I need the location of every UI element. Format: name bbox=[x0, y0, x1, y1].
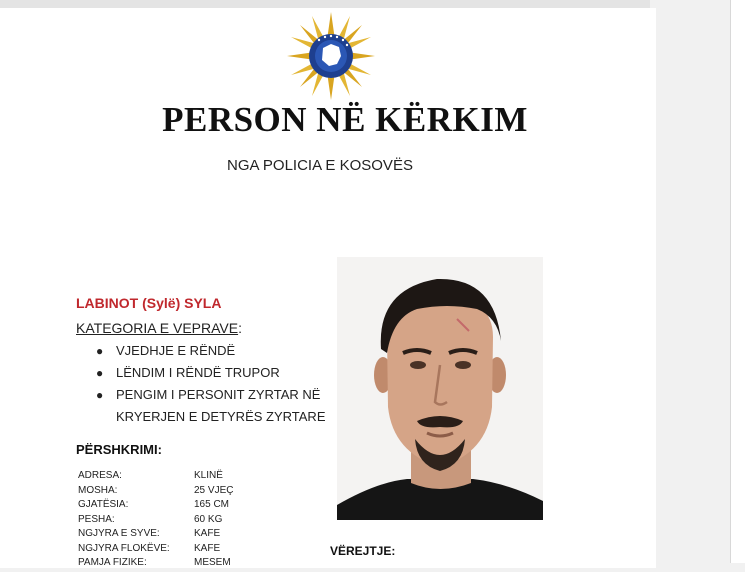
face bbox=[387, 295, 493, 467]
description-row: GJATËSIA: 165 CM bbox=[78, 499, 230, 510]
offense-item: ● LËNDIM I RËNDË TRUPOR bbox=[96, 362, 356, 384]
offense-category-label: KATEGORIA E VEPRAVE bbox=[76, 320, 239, 336]
wanted-person-name: LABINOT (Sylë) SYLA bbox=[76, 295, 222, 311]
viewer-top-bar bbox=[0, 0, 650, 8]
offense-item: ● VJEDHJE E RËNDË bbox=[96, 340, 356, 362]
suspect-photo bbox=[337, 257, 543, 520]
page-subtitle: NGA POLICIA E KOSOVËS bbox=[227, 157, 413, 174]
offense-category-heading: KATEGORIA E VEPRAVE: bbox=[76, 320, 242, 336]
description-row: NGJYRA FLOKËVE: KAFE bbox=[78, 542, 221, 554]
description-heading: PËRSHKRIMI: bbox=[76, 442, 162, 457]
description-row: PAMJA FIZIKE: MESEM bbox=[78, 557, 231, 568]
offense-item: ● PENGIM I PERSONIT ZYRTAR NË bbox=[96, 384, 356, 406]
bullet-icon: ● bbox=[96, 344, 104, 358]
portrait-illustration bbox=[337, 257, 543, 520]
description-table bbox=[78, 470, 278, 572]
description-row: MOSHA: 25 VJEÇ bbox=[78, 484, 234, 496]
offense-item-continued: KRYERJEN E DETYRËS ZYRTARE bbox=[116, 409, 326, 424]
description-row: ADRESA: KLINË bbox=[78, 470, 223, 481]
bullet-icon: ● bbox=[96, 388, 104, 402]
description-row: NGJYRA E SYVE: KAFE bbox=[78, 528, 221, 539]
bullet-icon: ● bbox=[96, 366, 104, 380]
description-row: PESHA: 60 KG bbox=[78, 513, 223, 525]
page-title: PERSON NË KËRKIM bbox=[162, 100, 528, 139]
notes-heading: VËREJTJE: bbox=[330, 544, 396, 558]
offense-list bbox=[96, 340, 356, 428]
scrollbar-track[interactable] bbox=[730, 0, 745, 563]
kosovo-police-emblem bbox=[285, 10, 377, 102]
